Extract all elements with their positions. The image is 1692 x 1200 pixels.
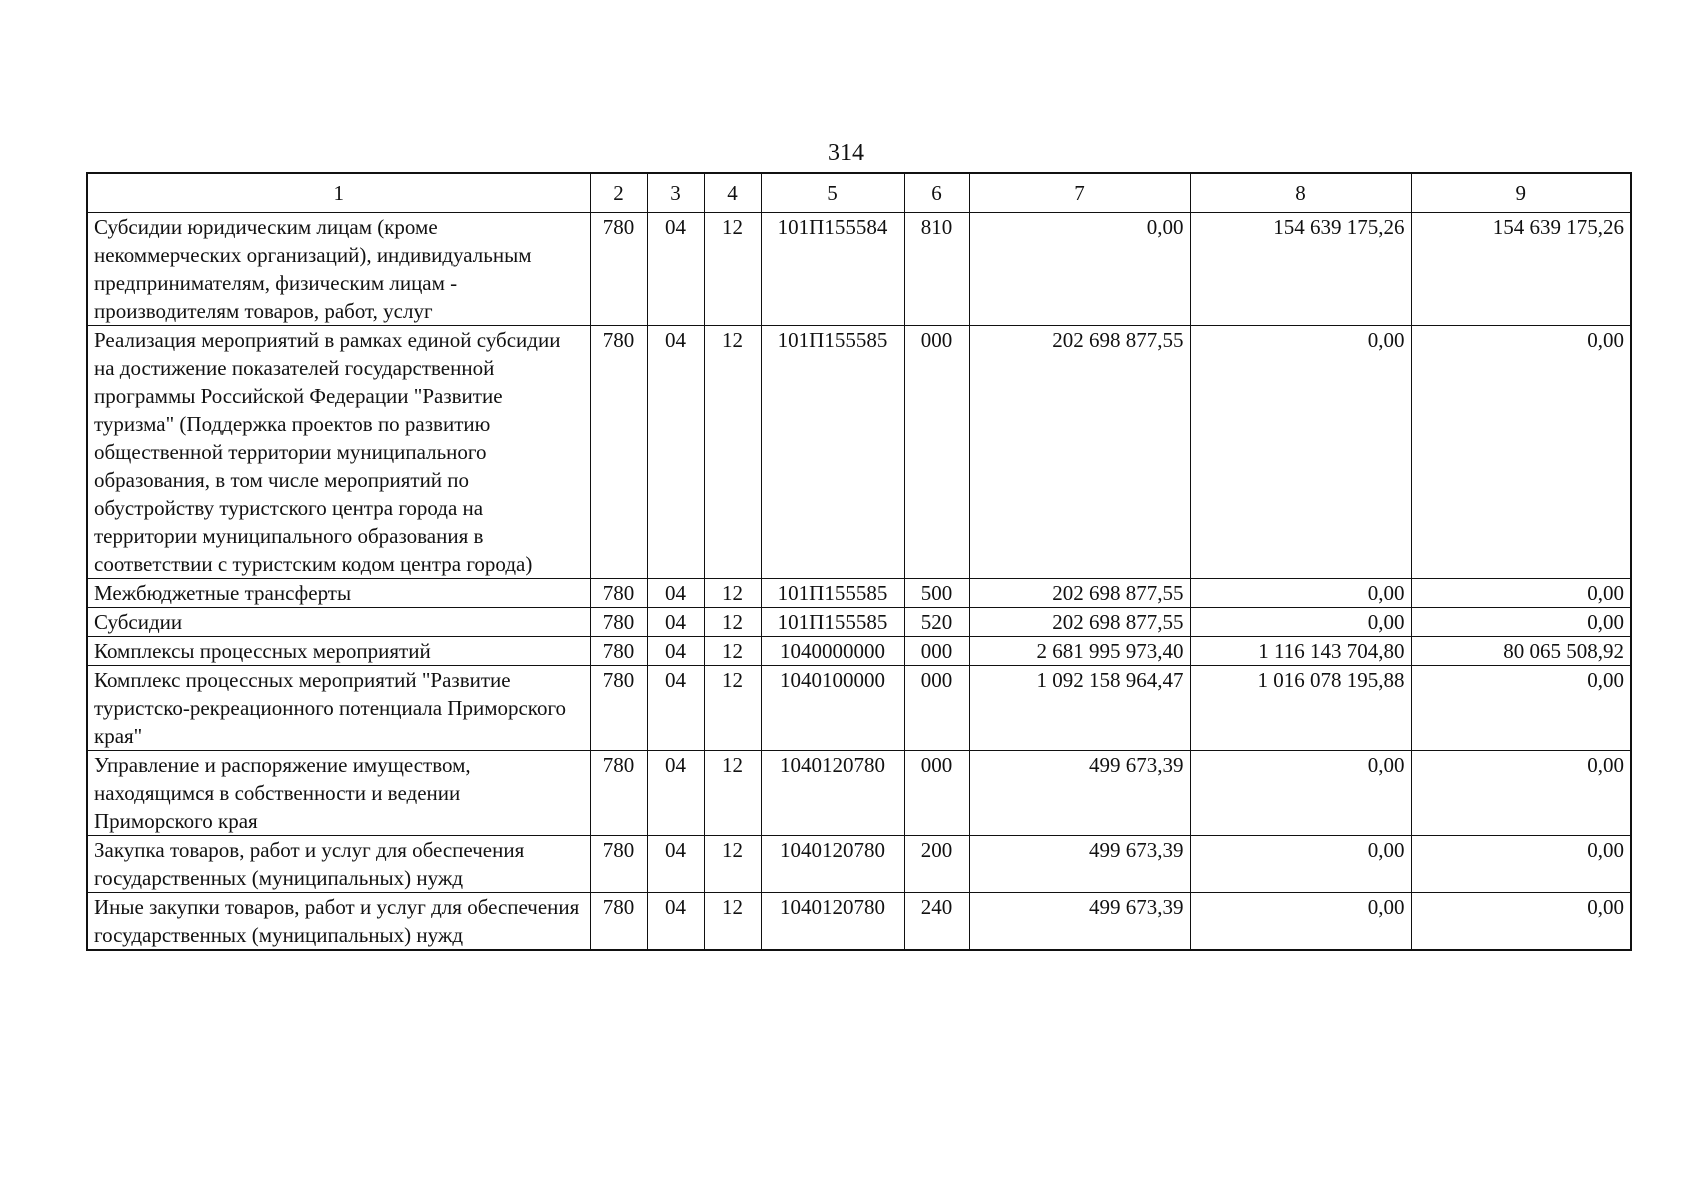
cell-col9: 0,00 — [1411, 751, 1631, 836]
cell-col7: 499 673,39 — [969, 751, 1190, 836]
header-cell: 4 — [704, 173, 761, 213]
cell-col3: 04 — [647, 608, 704, 637]
cell-col3: 04 — [647, 637, 704, 666]
cell-col4: 12 — [704, 836, 761, 893]
cell-col2: 780 — [590, 608, 647, 637]
cell-col8: 1 116 143 704,80 — [1190, 637, 1411, 666]
cell-col4: 12 — [704, 666, 761, 751]
table-row — [87, 666, 1631, 751]
cell-col5: 1040100000 — [761, 666, 904, 751]
cell-col8: 0,00 — [1190, 893, 1411, 951]
cell-col9: 0,00 — [1411, 666, 1631, 751]
header-cell: 6 — [904, 173, 969, 213]
cell-col6: 000 — [904, 637, 969, 666]
cell-col4: 12 — [704, 326, 761, 579]
cell-col8: 0,00 — [1190, 836, 1411, 893]
table-row — [87, 836, 1631, 893]
cell-col9: 0,00 — [1411, 608, 1631, 637]
cell-col8: 154 639 175,26 — [1190, 213, 1411, 326]
cell-col9: 0,00 — [1411, 836, 1631, 893]
cell-col6: 000 — [904, 751, 969, 836]
cell-col7: 202 698 877,55 — [969, 579, 1190, 608]
cell-col5: 1040000000 — [761, 637, 904, 666]
cell-col2: 780 — [590, 893, 647, 951]
cell-col2: 780 — [590, 326, 647, 579]
cell-col2: 780 — [590, 836, 647, 893]
row-name: Комплексы процессных мероприятий — [87, 637, 590, 666]
cell-col4: 12 — [704, 893, 761, 951]
table-row — [87, 579, 1631, 608]
row-name: Иные закупки товаров, работ и услуг для обеспечения государственных (муниципальных) нужд — [87, 893, 590, 951]
cell-col6: 200 — [904, 836, 969, 893]
cell-col3: 04 — [647, 666, 704, 751]
cell-col8: 1 016 078 195,88 — [1190, 666, 1411, 751]
cell-col7: 1 092 158 964,47 — [969, 666, 1190, 751]
cell-col3: 04 — [647, 893, 704, 951]
cell-col7: 202 698 877,55 — [969, 608, 1190, 637]
cell-col7: 2 681 995 973,40 — [969, 637, 1190, 666]
cell-col8: 0,00 — [1190, 608, 1411, 637]
header-cell: 8 — [1190, 173, 1411, 213]
cell-col3: 04 — [647, 836, 704, 893]
cell-col5: 101П155584 — [761, 213, 904, 326]
cell-col8: 0,00 — [1190, 579, 1411, 608]
cell-col8: 0,00 — [1190, 326, 1411, 579]
cell-col3: 04 — [647, 213, 704, 326]
cell-col9: 80 065 508,92 — [1411, 637, 1631, 666]
cell-col7: 0,00 — [969, 213, 1190, 326]
budget-table — [86, 172, 1632, 951]
cell-col3: 04 — [647, 326, 704, 579]
cell-col6: 000 — [904, 326, 969, 579]
header-cell: 3 — [647, 173, 704, 213]
page-number: 314 — [828, 140, 864, 166]
cell-col6: 240 — [904, 893, 969, 951]
cell-col5: 101П155585 — [761, 326, 904, 579]
table-row — [87, 893, 1631, 951]
cell-col4: 12 — [704, 608, 761, 637]
table-row — [87, 608, 1631, 637]
row-name: Закупка товаров, работ и услуг для обеспечения государственных (муниципальных) нужд — [87, 836, 590, 893]
cell-col6: 810 — [904, 213, 969, 326]
row-name: Реализация мероприятий в рамках единой субсидии на достижение показателей государственной программы Российской Федерации "Развитие туризма" (Поддержка проектов по развитию общественной территории муниципального образования, в том числе мероприятий по обустройству туристского центра города на территории муниципального образования в соответствии с туристским кодом центра города) — [87, 326, 590, 579]
cell-col5: 1040120780 — [761, 836, 904, 893]
header-row — [87, 173, 1631, 213]
cell-col9: 0,00 — [1411, 893, 1631, 951]
cell-col2: 780 — [590, 666, 647, 751]
cell-col5: 1040120780 — [761, 893, 904, 951]
header-cell: 5 — [761, 173, 904, 213]
cell-col9: 154 639 175,26 — [1411, 213, 1631, 326]
row-name: Комплекс процессных мероприятий "Развитие туристско-рекреационного потенциала Приморского края" — [87, 666, 590, 751]
cell-col5: 1040120780 — [761, 751, 904, 836]
cell-col9: 0,00 — [1411, 326, 1631, 579]
row-name: Субсидии — [87, 608, 590, 637]
cell-col6: 000 — [904, 666, 969, 751]
header-cell: 9 — [1411, 173, 1631, 213]
table-row — [87, 326, 1631, 579]
cell-col2: 780 — [590, 751, 647, 836]
cell-col5: 101П155585 — [761, 608, 904, 637]
table-row — [87, 637, 1631, 666]
cell-col4: 12 — [704, 751, 761, 836]
table-row — [87, 751, 1631, 836]
cell-col4: 12 — [704, 579, 761, 608]
cell-col6: 500 — [904, 579, 969, 608]
table-row — [87, 213, 1631, 326]
cell-col6: 520 — [904, 608, 969, 637]
row-name: Субсидии юридическим лицам (кроме некоммерческих организаций), индивидуальным предпринимателям, физическим лицам - производителям товаров, работ, услуг — [87, 213, 590, 326]
cell-col7: 499 673,39 — [969, 836, 1190, 893]
cell-col5: 101П155585 — [761, 579, 904, 608]
cell-col2: 780 — [590, 637, 647, 666]
cell-col4: 12 — [704, 213, 761, 326]
header-cell: 1 — [87, 173, 590, 213]
cell-col9: 0,00 — [1411, 579, 1631, 608]
header-cell: 7 — [969, 173, 1190, 213]
cell-col4: 12 — [704, 637, 761, 666]
row-name: Межбюджетные трансферты — [87, 579, 590, 608]
header-cell: 2 — [590, 173, 647, 213]
cell-col8: 0,00 — [1190, 751, 1411, 836]
cell-col2: 780 — [590, 213, 647, 326]
cell-col3: 04 — [647, 751, 704, 836]
cell-col7: 202 698 877,55 — [969, 326, 1190, 579]
cell-col7: 499 673,39 — [969, 893, 1190, 951]
cell-col2: 780 — [590, 579, 647, 608]
cell-col3: 04 — [647, 579, 704, 608]
row-name: Управление и распоряжение имуществом, находящимся в собственности и ведении Приморского края — [87, 751, 590, 836]
